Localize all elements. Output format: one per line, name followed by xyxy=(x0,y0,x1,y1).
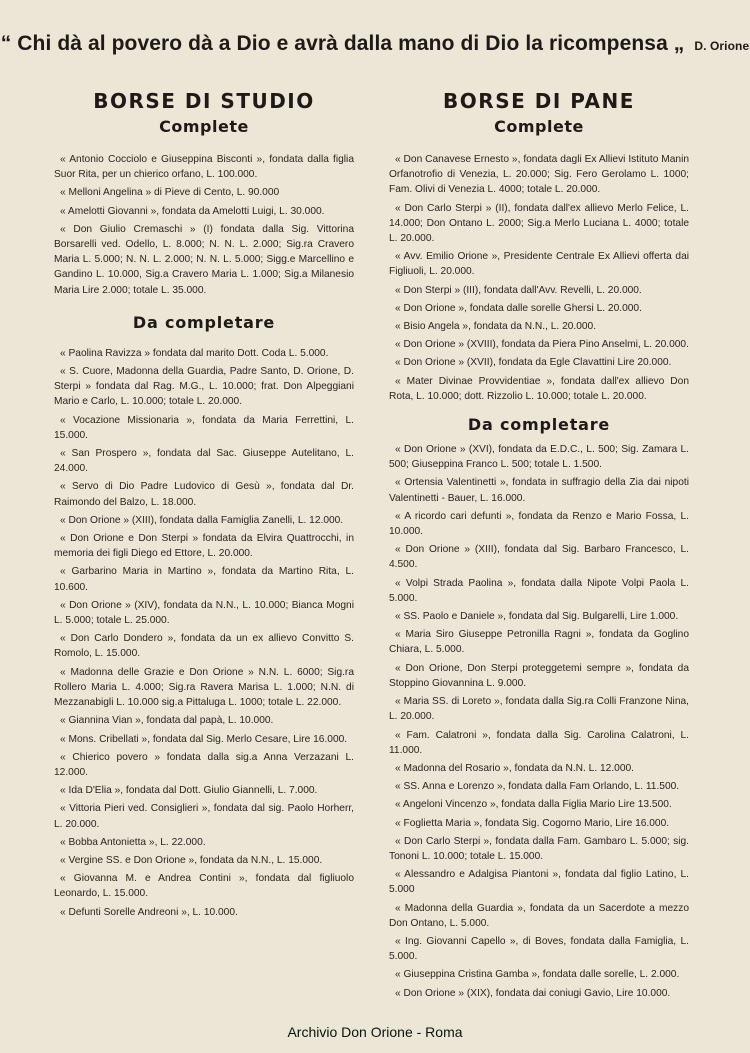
right-column xyxy=(389,88,689,1004)
left-complete-list xyxy=(54,152,354,298)
list-item: « Don Orione », fondata dalle sorelle Ghersi L. 20.000. xyxy=(395,302,642,314)
left-incomplete-title: Da completare xyxy=(132,312,276,332)
left-title: BORSE DI STUDIO xyxy=(93,89,315,113)
list-item: « Chierico povero » fondata dalla sig.a Anna Verzazani L. 12.000. xyxy=(54,751,354,778)
list-item: « Servo di Dio Padre Ludovico di Gesù », fondata dal Dr. Raimondo del Balzo, L. 18.000. xyxy=(54,481,354,508)
list-item: « Ortensia Valentinetti », fondata in suffragio della Zia dai nipoti Valentinetti - Bauer, L. 16.000. xyxy=(389,477,689,504)
list-item: « Bisio Angela », fondata da N.N., L. 20.000. xyxy=(395,321,597,333)
list-item: « Don Carlo Sterpi » (II), fondata dall'ex allievo Merlo Felice, L. 14.000; Don Ontano L. 2000; Sig.a Merlo Luciana L. 4000; totale L. 20.000. xyxy=(389,202,689,245)
list-item: « Defunti Sorelle Andreoni », L. 10.000. xyxy=(60,906,238,918)
list-item: « SS. Paolo e Daniele », fondata dal Sig. Bulgarelli, Lire 1.000. xyxy=(395,611,679,623)
list-item: « Don Orione » (XIII), fondata dalla Famiglia Zanelli, L. 12.000. xyxy=(60,514,344,526)
list-item: « Giovanna M. e Andrea Contini », fondata dal figliuolo Leonardo, L. 15.000. xyxy=(54,873,354,900)
list-item: « Don Orione » (XIX), fondata dai coniugi Gavio, Lire 10.000. xyxy=(395,987,671,999)
list-item: « Giannina Vian », fondata dal papà, L. 10.000. xyxy=(60,715,274,727)
quote-text: “ Chi dà al povero dà a Dio e avrà dalla mano di Dio la ricompensa „ xyxy=(0,32,685,55)
list-item: « Don Orione » (XVI), fondata da E.D.C., L. 500; Sig. Zamara L. 500; Giuseppina Franco L. 500; totale L. 1.500. xyxy=(389,444,689,471)
list-item: « S. Cuore, Madonna della Guardia, Padre Santo, D. Orione, D. Sterpi » fondata dal Rag. M.G., L. 10.000; frat. Don Alpeggiani Mario e Carlo, L. 10.000; totale L. 20.000. xyxy=(54,366,354,408)
list-item: « Don Orione » (XVIII), fondata da Piera Pino Anselmi, L. 20.000. xyxy=(395,339,689,351)
right-subtitle: Complete xyxy=(494,117,584,136)
list-item: « Angeloni Vincenzo », fondata dalla Figlia Mario Lire 13.500. xyxy=(395,799,672,811)
list-item: « Avv. Emilio Orione », Presidente Centrale Ex Allievi offerta dai Figliuoli, L. 20.000. xyxy=(389,251,689,278)
list-item: « Don Carlo Sterpi », fondata dalla Fam. Gambaro L. 5.000; sig. Tononi L. 10.000; totale L. 15.000. xyxy=(389,835,689,862)
list-item: « Alessandro e Adalgisa Piantoni », fondata dal figlio Latino, L. 5.000 xyxy=(389,869,689,896)
list-item: « Don Carlo Dondero », fondata da un ex allievo Convitto S. Romolo, L. 15.000. xyxy=(54,633,354,660)
left-incomplete-list xyxy=(54,346,354,920)
left-column xyxy=(54,88,354,923)
list-item: « Don Orione e Don Sterpi » fondata da Elvira Quattrocchi, in memoria dei figli Diego ed Ettore, L. 20.000. xyxy=(54,533,354,560)
list-item: « Vergine SS. e Don Orione », fondata da N.N., L. 15.000. xyxy=(60,854,323,866)
list-item: « San Prospero », fondata dal Sac. Giuseppe Autelitano, L. 24.000. xyxy=(54,448,354,475)
list-item: « Antonio Cocciolo e Giuseppina Bisconti », fondata dalla figlia Suor Rita, per un chierico orfano, L. 100.000. xyxy=(54,154,354,181)
list-item: « Bobba Antonietta », L. 22.000. xyxy=(60,836,206,848)
list-item: « Ing. Giovanni Capello », di Boves, fondata dalla Famiglia, L. 5.000. xyxy=(389,935,689,963)
list-item: « Fam. Calatroni », fondata dalla Sig. Carolina Calatroni, L. 11.000. xyxy=(389,729,689,756)
list-item: « SS. Anna e Lorenzo », fondata dalla Fam Orlando, L. 11.500. xyxy=(395,781,680,793)
list-item: « Maria Siro Giuseppe Petronilla Ragni », fondata da Goglino Chiara, L. 5.000. xyxy=(389,629,689,656)
list-item: « A ricordo cari defunti », fondata da Renzo e Mario Fossa, L. 10.000. xyxy=(389,510,689,538)
page-header-quote xyxy=(0,32,750,56)
list-item: « Foglietta Maria », fondata Sig. Cogorno Mario, Lire 16.000. xyxy=(395,817,670,829)
list-item: « Don Canavese Ernesto », fondata dagli Ex Allievi Istituto Manin Orfanotrofio di Venezia, L. 20.000; Sig. Fero Gerolamo L. 1000; Fam. Olivi di Venezia L. 4000; totale L. 20.000. xyxy=(389,154,689,196)
left-subtitle: Complete xyxy=(159,117,249,136)
list-item: « Don Orione, Don Sterpi proteggetemi sempre », fondata da Stoppino Giovannina L. 9.000. xyxy=(389,662,689,689)
right-incomplete-title: Da completare xyxy=(467,415,611,435)
list-item: « Mater Divinae Provvidentiae », fondata dall'ex allievo Don Rota, L. 10.000; dott. Rizzolio L. 10.000; totale L. 20.000. xyxy=(389,375,689,402)
right-complete-list xyxy=(389,152,689,404)
list-item: « Maria SS. di Loreto », fondata dalla Sig.ra Colli Franzone Nina, L. 20.000. xyxy=(389,696,689,723)
list-item: « Madonna delle Grazie e Don Orione » N.N. L. 6000; Sig.ra Rollero Maria L. 4.000; Sig.ra Ravera Marisa L. 1.000; N.N. di Mezzanabigli L. 10.000 sig.a Pittaluga L. 1000; totale L. 22.000. xyxy=(54,666,354,709)
list-item: « Don Giulio Cremaschi » (I) fondata dalla Sig. Vittorina Borsarelli ved. Odello, L. 8.000; N. N. L. 2.000; Sig.ra Cravero Maria L. 5.000; N. N. L. 2.000; N. N. L. 5.000; Sigg.e Marcellino e Gandino L. 10.000, Sig.a Cravero Maria L. 1.000; Sig.a Milanesio Maria Lire 2.000; totale L. 35.000. xyxy=(54,223,354,296)
quote-signature: D. Orione xyxy=(694,39,750,53)
list-item: « Ida D'Elia », fondata dal Dott. Giulio Giannelli, L. 7.000. xyxy=(60,785,318,797)
list-item: « Mons. Cribellati », fondata dal Sig. Merlo Cesare, Lire 16.000. xyxy=(60,733,348,745)
list-item: « Giuseppina Cristina Gamba », fondata dalle sorelle, L. 2.000. xyxy=(395,969,680,981)
list-item: « Don Orione » (XIII), fondata dal Sig. Barbaro Francesco, L. 4.500. xyxy=(389,544,689,571)
list-item: « Madonna del Rosario », fondata da N.N. L. 12.000. xyxy=(395,762,634,774)
list-item: « Vittoria Pieri ved. Consiglieri », fondata dal sig. Paolo Horherr, L. 20.000. xyxy=(54,803,354,830)
list-item: « Melloni Angelina » di Pieve di Cento, L. 90.000 xyxy=(60,187,280,199)
list-item: « Madonna della Guardia », fondata da un Sacerdote a mezzo Don Ontano, L. 5.000. xyxy=(389,902,689,929)
list-item: « Don Sterpi » (III), fondata dall'Avv. Revelli, L. 20.000. xyxy=(395,284,642,296)
right-title: BORSE DI PANE xyxy=(443,89,635,113)
list-item: « Amelotti Giovanni », fondata da Amelotti Luigi, L. 30.000. xyxy=(60,205,325,217)
list-item: « Volpi Strada Paolina », fondata dalla Nipote Volpi Paola L. 5.000. xyxy=(389,577,689,604)
list-item: « Paolina Ravizza » fondata dal marito Dott. Coda L. 5.000. xyxy=(60,347,329,359)
right-incomplete-list xyxy=(389,442,689,1001)
archive-footer: Archivio Don Orione - Roma xyxy=(287,1024,463,1040)
list-item: « Don Orione » (XIV), fondata da N.N., L. 10.000; Bianca Mogni L. 5.000; totale L. 25.000. xyxy=(54,599,354,627)
list-item: « Don Orione » (XVII), fondata da Egle Clavattini Lire 20.000. xyxy=(395,357,672,369)
list-item: « Vocazione Missionaria », fondata da Maria Ferrettini, L. 15.000. xyxy=(54,414,354,441)
list-item: « Garbarino Maria in Martino », fondata da Martino Rita, L. 10.600. xyxy=(54,566,354,593)
